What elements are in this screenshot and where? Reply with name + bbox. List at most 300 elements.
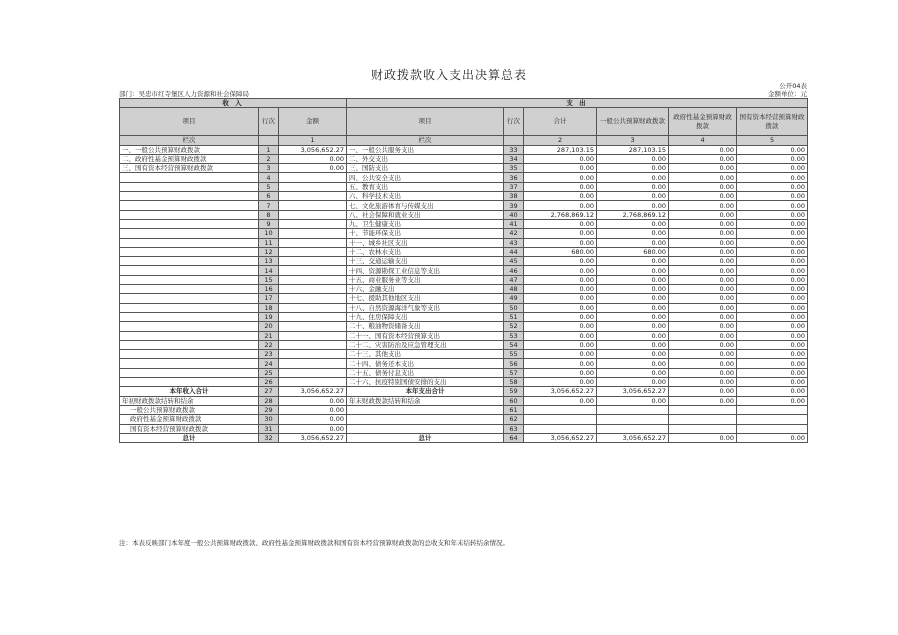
income-item: 国有资本经营预算财政拨款 [120,424,259,433]
expense-state-capital: 0.00 [737,303,808,312]
income-row-no: 11 [259,238,279,247]
income-item [120,322,259,331]
income-amount [279,378,347,387]
index-c3: 3 [597,136,669,145]
department-label: 部门：吴忠市红寺堡区人力资源和社会保障局 [119,90,249,98]
expense-row-no: 56 [504,359,524,368]
table-row [120,247,808,256]
expense-total [524,405,597,414]
col-header-item: 项目 [120,108,259,136]
expense-total: 0.00 [524,275,597,284]
expense-state-capital: 0.00 [737,340,808,349]
income-amount [279,192,347,201]
income-row-no: 10 [259,229,279,238]
column-header-row [120,108,808,136]
expense-general-budget: 0.00 [597,378,669,387]
expense-state-capital: 0.00 [737,257,808,266]
income-item [120,312,259,321]
amount-unit: 金额单位：元 [768,90,807,98]
expense-state-capital: 0.00 [737,192,808,201]
index-blank2 [504,136,524,145]
income-item [120,359,259,368]
expense-general-budget: 0.00 [597,331,669,340]
income-row-no: 1 [259,145,279,154]
income-item [120,173,259,182]
income-row-no: 9 [259,219,279,228]
expense-state-capital: 0.00 [737,275,808,284]
income-item: 本年收入合计 [120,387,259,396]
expense-gov-fund: 0.00 [669,312,737,321]
expense-item: 本年支出合计 [347,387,504,396]
expense-row-no: 38 [504,192,524,201]
expense-item [347,405,504,414]
income-row-no: 28 [259,396,279,405]
income-row-no: 30 [259,415,279,424]
income-amount [279,285,347,294]
expense-item: 三、国防支出 [347,164,504,173]
income-amount [279,257,347,266]
expense-gov-fund: 0.00 [669,378,737,387]
expense-gov-fund [669,405,737,414]
expense-state-capital: 0.00 [737,368,808,377]
index-blank [259,136,279,145]
income-amount [279,238,347,247]
expense-row-no: 43 [504,238,524,247]
expense-item: 二十一、国有资本经营预算支出 [347,331,504,340]
income-item [120,238,259,247]
income-item [120,201,259,210]
expense-gov-fund: 0.00 [669,303,737,312]
expense-row-no: 39 [504,201,524,210]
expense-state-capital: 0.00 [737,219,808,228]
expense-gov-fund: 0.00 [669,257,737,266]
expense-state-capital: 0.00 [737,173,808,182]
income-item [120,340,259,349]
table-row [120,275,808,284]
income-amount: 0.00 [279,154,347,163]
expense-row-no: 45 [504,257,524,266]
expense-state-capital: 0.00 [737,266,808,275]
expense-row-no: 50 [504,303,524,312]
income-row-no: 31 [259,424,279,433]
col-header-item2: 项目 [347,108,504,136]
expense-item: 二十三、其他支出 [347,350,504,359]
income-row-no: 24 [259,359,279,368]
expense-item: 二十、粮油物资储备支出 [347,322,504,331]
expense-general-budget: 0.00 [597,257,669,266]
table-row [120,229,808,238]
table-row [120,322,808,331]
expense-total: 0.00 [524,201,597,210]
expense-gov-fund: 0.00 [669,285,737,294]
expense-total: 0.00 [524,368,597,377]
income-row-no: 18 [259,303,279,312]
expense-item: 五、教育支出 [347,182,504,191]
expense-item: 十八、自然资源海洋气象等支出 [347,303,504,312]
expense-total: 0.00 [524,312,597,321]
table-row [120,424,808,433]
expense-general-budget: 0.00 [597,294,669,303]
expense-gov-fund [669,415,737,424]
expense-gov-fund: 0.00 [669,154,737,163]
expense-item: 十七、援助其他地区支出 [347,294,504,303]
expense-row-no: 36 [504,173,524,182]
expense-general-budget: 0.00 [597,164,669,173]
section-header-row [120,99,808,108]
budget-table [119,98,808,443]
income-amount: 3,056,652.27 [279,387,347,396]
income-item [120,192,259,201]
expense-item: 二十二、灾害防治及应急管理支出 [347,340,504,349]
income-row-no: 16 [259,285,279,294]
expense-row-no: 49 [504,294,524,303]
expense-total: 0.00 [524,238,597,247]
expense-total: 0.00 [524,266,597,275]
expense-total: 3,056,652.27 [524,387,597,396]
expense-state-capital: 0.00 [737,247,808,256]
expense-general-budget: 0.00 [597,312,669,321]
expense-row-no: 55 [504,350,524,359]
expense-general-budget: 0.00 [597,219,669,228]
footnote: 注：本表反映部门本年度一般公共预算财政拨款、政府性基金预算财政拨款和国有资本经营预算财政拨款的总收支和年末结转结余情况。 [119,539,509,547]
expense-total: 0.00 [524,173,597,182]
expense-general-budget [597,405,669,414]
table-row [120,312,808,321]
expense-total: 0.00 [524,331,597,340]
expense-general-budget: 0.00 [597,154,669,163]
income-item [120,275,259,284]
expense-gov-fund: 0.00 [669,219,737,228]
expense-gov-fund: 0.00 [669,266,737,275]
expense-row-no: 53 [504,331,524,340]
expense-item: 总计 [347,433,504,442]
expense-row-no: 62 [504,415,524,424]
expense-total: 0.00 [524,285,597,294]
income-item: 政府性基金预算财政拨款 [120,415,259,424]
expense-state-capital: 0.00 [737,210,808,219]
expense-row-no: 41 [504,219,524,228]
table-row [120,285,808,294]
income-amount [279,182,347,191]
income-row-no: 6 [259,192,279,201]
expense-item: 十四、资源勘探工业信息等支出 [347,266,504,275]
col-header-total: 合计 [524,108,597,136]
income-item: 年初财政拨款结转和结余 [120,396,259,405]
income-row-no: 22 [259,340,279,349]
expense-state-capital [737,424,808,433]
expense-state-capital: 0.00 [737,312,808,321]
income-item [120,247,259,256]
expense-gov-fund: 0.00 [669,229,737,238]
income-amount [279,312,347,321]
expense-general-budget: 0.00 [597,359,669,368]
income-amount [279,340,347,349]
expense-gov-fund: 0.00 [669,322,737,331]
income-amount [279,331,347,340]
expense-row-no: 40 [504,210,524,219]
expense-row-no: 47 [504,275,524,284]
income-item [120,266,259,275]
table-row [120,378,808,387]
income-row-no: 25 [259,368,279,377]
expense-general-budget: 0.00 [597,322,669,331]
expense-gov-fund: 0.00 [669,294,737,303]
expense-general-budget: 0.00 [597,285,669,294]
expense-item: 八、社会保障和就业支出 [347,210,504,219]
income-item [120,303,259,312]
expense-state-capital: 0.00 [737,164,808,173]
expense-general-budget: 0.00 [597,201,669,210]
income-item: 二、政府性基金预算财政拨款 [120,154,259,163]
income-row-no: 17 [259,294,279,303]
expense-item: 十五、商业服务业等支出 [347,275,504,284]
expense-gov-fund: 0.00 [669,387,737,396]
expense-gov-fund: 0.00 [669,238,737,247]
column-index-row [120,136,808,145]
income-amount: 0.00 [279,405,347,414]
table-row [120,145,808,154]
expense-total: 680.00 [524,247,597,256]
expense-row-no: 61 [504,405,524,414]
expense-state-capital: 0.00 [737,387,808,396]
expense-gov-fund: 0.00 [669,173,737,182]
expense-state-capital: 0.00 [737,433,808,442]
income-row-no: 21 [259,331,279,340]
index-label2: 栏次 [347,136,504,145]
expense-item: 十三、交通运输支出 [347,257,504,266]
expense-gov-fund: 0.00 [669,182,737,191]
expense-gov-fund: 0.00 [669,275,737,284]
expense-total: 287,103.15 [524,145,597,154]
income-amount [279,322,347,331]
expense-gov-fund: 0.00 [669,368,737,377]
expense-item [347,415,504,424]
expense-general-budget: 3,056,652.27 [597,387,669,396]
expense-item: 十六、金融支出 [347,285,504,294]
table-row [120,257,808,266]
expense-gov-fund: 0.00 [669,145,737,154]
income-row-no: 13 [259,257,279,266]
income-item [120,331,259,340]
income-row-no: 26 [259,378,279,387]
expense-gov-fund: 0.00 [669,433,737,442]
expense-total: 0.00 [524,154,597,163]
expense-row-no: 37 [504,182,524,191]
table-row [120,154,808,163]
expense-general-budget [597,424,669,433]
income-amount [279,368,347,377]
expense-row-no: 33 [504,145,524,154]
expense-row-no: 44 [504,247,524,256]
expense-general-budget [597,415,669,424]
expense-general-budget: 0.00 [597,340,669,349]
income-amount [279,219,347,228]
income-amount [279,350,347,359]
expense-item: 十、节能环保支出 [347,229,504,238]
expense-item: 二、外交支出 [347,154,504,163]
table-row [120,350,808,359]
expense-state-capital: 0.00 [737,331,808,340]
expense-state-capital: 0.00 [737,182,808,191]
table-row [120,396,808,405]
expense-total: 0.00 [524,219,597,228]
income-row-no: 7 [259,201,279,210]
income-row-no: 8 [259,210,279,219]
expense-item: 九、卫生健康支出 [347,219,504,228]
expense-state-capital: 0.00 [737,359,808,368]
income-amount [279,303,347,312]
table-row [120,294,808,303]
income-item [120,294,259,303]
income-item [120,219,259,228]
expense-row-no: 42 [504,229,524,238]
expense-row-no: 52 [504,322,524,331]
income-item [120,350,259,359]
table-row [120,331,808,340]
col-header-general-budget: 一般公共预算财政拨款 [597,108,669,136]
expense-item: 十一、城乡社区支出 [347,238,504,247]
col-header-state-capital: 国有资本经营预算财政拨款 [737,108,808,136]
expense-row-no: 46 [504,266,524,275]
expense-item: 二十四、债务还本支出 [347,359,504,368]
income-item [120,210,259,219]
form-number: 公开04表 [779,82,807,90]
expense-gov-fund: 0.00 [669,396,737,405]
expense-total: 0.00 [524,303,597,312]
income-row-no: 12 [259,247,279,256]
expense-row-no: 54 [504,340,524,349]
expense-total: 0.00 [524,322,597,331]
expense-total: 0.00 [524,378,597,387]
income-row-no: 19 [259,312,279,321]
index-c1: 1 [279,136,347,145]
expense-general-budget: 0.00 [597,396,669,405]
expense-general-budget: 0.00 [597,368,669,377]
expense-state-capital [737,405,808,414]
table-row [120,359,808,368]
expense-gov-fund: 0.00 [669,164,737,173]
income-item [120,257,259,266]
expense-item [347,424,504,433]
expense-general-budget: 287,103.15 [597,145,669,154]
expense-state-capital: 0.00 [737,238,808,247]
income-item: 三、国有资本经营预算财政拨款 [120,164,259,173]
expense-state-capital [737,415,808,424]
expense-row-no: 63 [504,424,524,433]
expense-state-capital: 0.00 [737,285,808,294]
table-row [120,164,808,173]
income-row-no: 27 [259,387,279,396]
income-amount [279,275,347,284]
expense-general-budget: 0.00 [597,229,669,238]
income-item: 一、一般公共预算财政拨款 [120,145,259,154]
expense-row-no: 35 [504,164,524,173]
income-amount [279,359,347,368]
income-amount: 0.00 [279,396,347,405]
expense-row-no: 59 [504,387,524,396]
table-row [120,210,808,219]
income-row-no: 23 [259,350,279,359]
expense-total: 0.00 [524,257,597,266]
expense-row-no: 60 [504,396,524,405]
table-row [120,182,808,191]
expense-general-budget: 0.00 [597,350,669,359]
expense-total: 0.00 [524,396,597,405]
expense-gov-fund: 0.00 [669,201,737,210]
expense-state-capital: 0.00 [737,378,808,387]
income-amount: 0.00 [279,415,347,424]
expense-state-capital: 0.00 [737,350,808,359]
income-item [120,368,259,377]
table-row [120,192,808,201]
expense-general-budget: 0.00 [597,275,669,284]
income-amount [279,210,347,219]
expense-gov-fund: 0.00 [669,247,737,256]
table-row [120,340,808,349]
table-row [120,368,808,377]
income-section-title: 收 入 [120,99,347,108]
income-amount: 0.00 [279,424,347,433]
expense-gov-fund: 0.00 [669,192,737,201]
income-row-no: 29 [259,405,279,414]
income-row-no: 20 [259,322,279,331]
index-c4: 4 [669,136,737,145]
expense-item: 十二、农林水支出 [347,247,504,256]
income-row-no: 4 [259,173,279,182]
expense-row-no: 51 [504,312,524,321]
expense-total: 0.00 [524,229,597,238]
expense-gov-fund: 0.00 [669,340,737,349]
expense-row-no: 48 [504,285,524,294]
income-row-no: 32 [259,433,279,442]
expense-item: 六、科学技术支出 [347,192,504,201]
table-row [120,405,808,414]
expense-gov-fund: 0.00 [669,350,737,359]
expense-general-budget: 3,056,652.27 [597,433,669,442]
income-amount [279,201,347,210]
expense-item: 年末财政拨款结转和结余 [347,396,504,405]
expense-state-capital: 0.00 [737,229,808,238]
expense-row-no: 57 [504,368,524,377]
expense-total: 3,056,652.27 [524,433,597,442]
income-row-no: 14 [259,266,279,275]
expense-total: 0.00 [524,294,597,303]
expense-general-budget: 0.00 [597,266,669,275]
income-row-no: 2 [259,154,279,163]
col-header-row-no2: 行次 [504,108,524,136]
expense-state-capital: 0.00 [737,294,808,303]
expense-state-capital: 0.00 [737,145,808,154]
expense-total: 0.00 [524,164,597,173]
index-c2: 2 [524,136,597,145]
income-amount [279,173,347,182]
income-item: 一般公共预算财政拨款 [120,405,259,414]
expense-gov-fund: 0.00 [669,210,737,219]
table-row [120,387,808,396]
expense-general-budget: 2,768,869.12 [597,210,669,219]
income-amount [279,247,347,256]
expense-item: 一、一般公共服务支出 [347,145,504,154]
expense-total: 0.00 [524,350,597,359]
col-header-gov-fund: 政府性基金预算财政拨款 [669,108,737,136]
income-row-no: 15 [259,275,279,284]
table-row [120,201,808,210]
expense-state-capital: 0.00 [737,322,808,331]
expense-row-no: 34 [504,154,524,163]
page-title: 财政拨款收入支出决算总表 [370,68,527,82]
expense-total: 0.00 [524,340,597,349]
table-row [120,303,808,312]
